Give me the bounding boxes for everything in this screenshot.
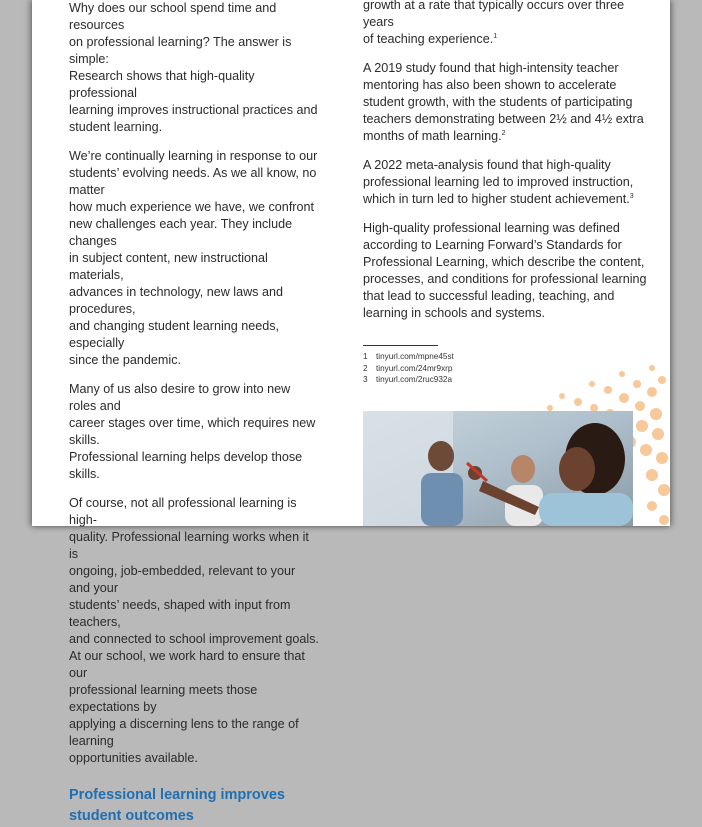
footnote-number: 3 bbox=[363, 375, 368, 384]
paragraph-text: A 2019 study found that high-intensity teacher mentoring has also been shown to accelerate student growth, with the students of participating teachers demonstrating between 2½ and 4½ extra months of math learning. bbox=[363, 61, 644, 143]
body-paragraph: Why does our school spend time and resources on professional learning? The answer is simple: Research shows that high-quality professional learning improves instructional practices and student learning. bbox=[69, 1, 318, 134]
footnote-link[interactable]: tinyurl.com/mpne45st bbox=[376, 352, 454, 361]
footnote-link[interactable]: tinyurl.com/2ruc932a bbox=[376, 375, 452, 384]
footnote-divider bbox=[363, 345, 438, 346]
body-paragraph bbox=[363, 157, 648, 208]
body-paragraph: High-quality professional learning was defined according to Learning Forward’s Standards for Professional Learning, which describe the content, processes, and conditions for professional learning that lead to successful leading, teaching, and learning in schools and systems. bbox=[363, 221, 647, 320]
document-page bbox=[32, 0, 670, 824]
left-column bbox=[69, 0, 319, 827]
body-paragraph: Of course, not all professional learning is high- quality. Professional learning works when it is ongoing, job-embedded, relevant to your and your students’ needs, shaped with input from teachers, and connected to school improvement goals. At our school, we work hard to ensure that our professional learning meets those expectations by applying a discerning lens to the range of learning opportunities available. bbox=[69, 496, 319, 765]
footnote-number: 2 bbox=[363, 363, 368, 373]
body-paragraph: Many of us also desire to grow into new roles and career stages over time, which requires new skills. Professional learning helps develop those skills. bbox=[69, 382, 316, 481]
paragraph-text: A 2022 meta-analysis found that high-quality professional learning led to improved instruction, which in turn led to higher student achievement. bbox=[363, 158, 634, 206]
body-paragraph: We’re continually learning in response to our students’ evolving needs. As we all know, no matter how much experience we have, we confront new challenges each year. They include changes in subject content, new instructional materials, advances in technology, new laws and procedures, and changing student learning needs, especially since the pandemic. bbox=[69, 149, 318, 367]
body-paragraph bbox=[363, 60, 648, 145]
right-column bbox=[363, 0, 648, 386]
footnote-link[interactable]: tinyurl.com/24mr9xrp bbox=[376, 363, 453, 373]
footnote-ref: 1 bbox=[493, 32, 498, 40]
footnote-number: 1 bbox=[363, 352, 368, 361]
footnote-ref: 3 bbox=[629, 192, 634, 200]
classroom-photo bbox=[363, 411, 633, 526]
paragraph-text: growth at a rate that typically occurs over three years of teaching experience. bbox=[363, 0, 625, 46]
footnote-ref: 2 bbox=[501, 129, 506, 137]
body-paragraph bbox=[363, 0, 648, 48]
section-heading: Professional learning improves student outcomes bbox=[69, 787, 285, 824]
